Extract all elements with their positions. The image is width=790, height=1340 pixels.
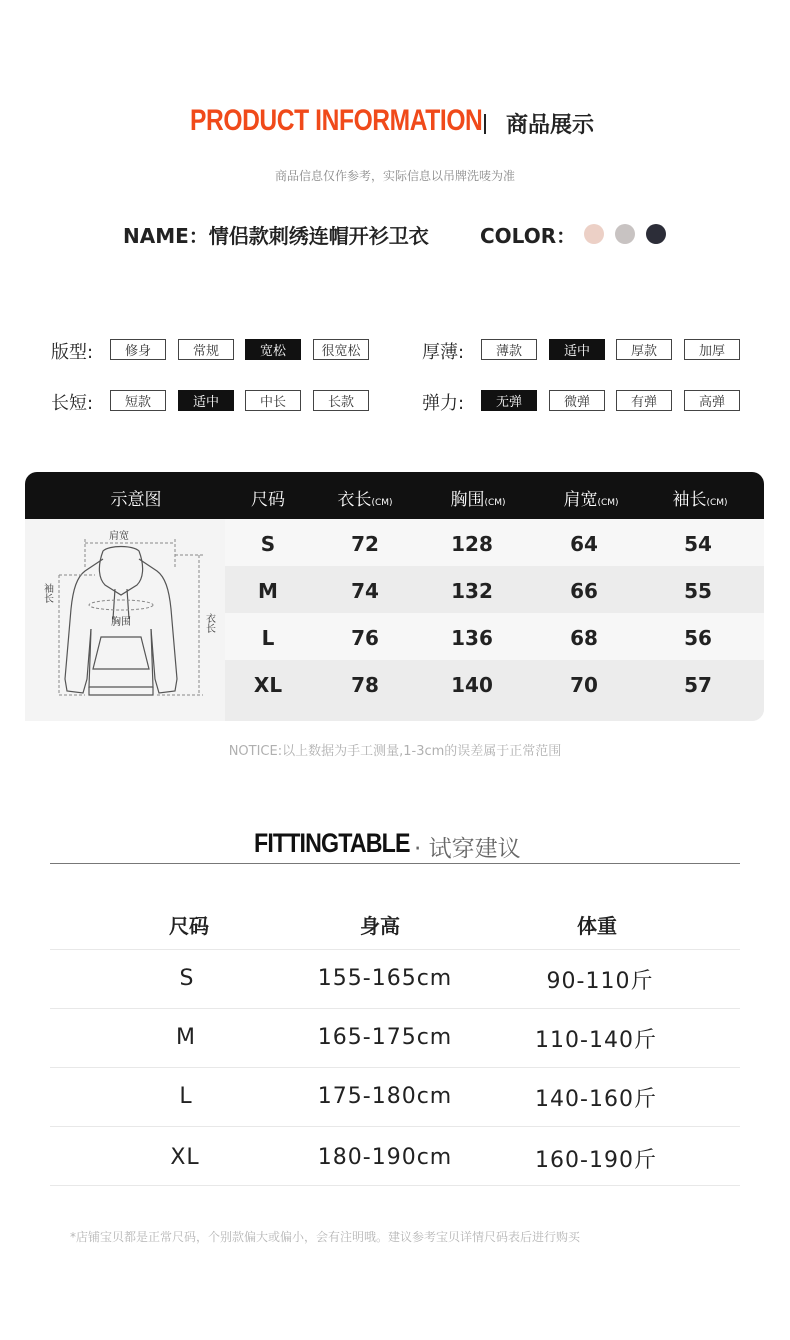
fitting-divider bbox=[50, 863, 740, 864]
cell-shoulder: 68 bbox=[570, 626, 598, 650]
cell-length: 72 bbox=[351, 532, 379, 556]
fit-option-3: 很宽松 bbox=[313, 339, 369, 360]
cell-shoulder: 66 bbox=[570, 579, 598, 603]
fitting-cell-height: 165-175cm bbox=[317, 1025, 453, 1050]
fitting-rule bbox=[50, 1008, 740, 1009]
hoodie-diagram bbox=[25, 519, 225, 721]
fit-option-2: 宽松 bbox=[245, 339, 301, 360]
thickness-option-0: 薄款 bbox=[481, 339, 537, 360]
diagram-label-length: 衣长 bbox=[203, 613, 215, 633]
fitting-cell-height: 155-165cm bbox=[317, 966, 453, 991]
thickness-option-2: 厚款 bbox=[616, 339, 672, 360]
thickness-option-1: 适中 bbox=[549, 339, 605, 360]
fitting-cell-size: XL bbox=[170, 1145, 200, 1170]
length-option-0: 短款 bbox=[110, 390, 166, 411]
color-swatch-pink[interactable] bbox=[584, 224, 604, 244]
fitting-cell-height: 180-190cm bbox=[317, 1145, 453, 1170]
cell-length: 78 bbox=[351, 673, 379, 697]
elasticity-option-1: 微弹 bbox=[549, 390, 605, 411]
fit-option-1: 常规 bbox=[178, 339, 234, 360]
fitting-rule bbox=[50, 949, 740, 950]
cell-size: M bbox=[258, 579, 278, 603]
elasticity-option-3: 高弹 bbox=[684, 390, 740, 411]
cell-chest: 132 bbox=[451, 579, 493, 603]
fitting-cell-size: S bbox=[179, 966, 195, 991]
info-note: 商品信息仅作参考，实际信息以吊牌洗唛为准 bbox=[274, 169, 515, 183]
cell-length: 76 bbox=[351, 626, 379, 650]
header bbox=[0, 104, 790, 148]
product-name bbox=[123, 220, 429, 249]
fitting-cell-weight: 110-140斤 bbox=[535, 1028, 657, 1053]
header-chest: 胸围(CM) bbox=[450, 490, 506, 510]
measurement-notice: NOTICE:以上数据为手工测量,1-3cm的误差属于正常范围 bbox=[228, 744, 562, 759]
cell-sleeve: 55 bbox=[684, 579, 712, 603]
fitting-cell-weight: 140-160斤 bbox=[535, 1087, 657, 1112]
fitting-cell-height: 175-180cm bbox=[317, 1084, 453, 1109]
footer-note: *店铺宝贝都是正常尺码，个别款偏大或偏小，会有注明哦。建议参考宝贝详情尺码表后进行购买 bbox=[70, 1230, 581, 1244]
fitting-rule bbox=[50, 1126, 740, 1127]
cell-chest: 136 bbox=[451, 626, 493, 650]
cell-size: S bbox=[260, 532, 276, 556]
header-size: 尺码 bbox=[251, 490, 285, 510]
cell-chest: 140 bbox=[451, 673, 493, 697]
header-shoulder: 肩宽(CM) bbox=[563, 490, 619, 510]
name-value: 情侣款刺绣连帽开衫卫衣 bbox=[208, 224, 429, 248]
cell-sleeve: 54 bbox=[684, 532, 712, 556]
color-swatch-navy[interactable] bbox=[646, 224, 666, 244]
name-label: NAME： bbox=[123, 224, 209, 248]
title-divider bbox=[484, 114, 486, 134]
title-cn: 商品展示 bbox=[506, 113, 595, 138]
length-option-1: 适中 bbox=[178, 390, 234, 411]
cell-size: L bbox=[261, 626, 275, 650]
length-label: 长短: bbox=[51, 393, 94, 414]
fitting-cell-weight: 90-110斤 bbox=[546, 969, 654, 994]
fitting-cell-size: M bbox=[176, 1025, 196, 1050]
thickness-label: 厚薄: bbox=[422, 342, 465, 363]
fitting-header-weight: 体重 bbox=[577, 914, 617, 938]
elasticity-option-2: 有弹 bbox=[616, 390, 672, 411]
cell-chest: 128 bbox=[451, 532, 493, 556]
fitting-title-en: FITTINGTABLE bbox=[254, 828, 410, 858]
fitting-cell-weight: 160-190斤 bbox=[535, 1148, 657, 1173]
title-en: PRODUCT INFORMATION bbox=[190, 104, 483, 137]
diagram-label-shoulder: 肩宽 bbox=[109, 531, 129, 542]
header-length: 衣长(CM) bbox=[337, 490, 393, 510]
diagram-label-sleeve: 袖长 bbox=[41, 583, 53, 603]
thickness-option-3: 加厚 bbox=[684, 339, 740, 360]
cell-sleeve: 56 bbox=[684, 626, 712, 650]
cell-shoulder: 70 bbox=[570, 673, 598, 697]
color-label: COLOR： bbox=[480, 224, 577, 248]
size-table-header bbox=[25, 472, 764, 519]
fitting-title-cn: · 试穿建议 bbox=[414, 836, 521, 862]
cell-sleeve: 57 bbox=[684, 673, 712, 697]
fitting-cell-size: L bbox=[179, 1084, 193, 1109]
fitting-rule bbox=[50, 1185, 740, 1186]
fitting-header-size: 尺码 bbox=[169, 914, 209, 938]
fitting-rule bbox=[50, 1067, 740, 1068]
diagram-label-chest: 胸围 bbox=[111, 617, 131, 628]
elasticity-option-0: 无弹 bbox=[481, 390, 537, 411]
cell-shoulder: 64 bbox=[570, 532, 598, 556]
header-diagram: 示意图 bbox=[110, 490, 162, 510]
fitting-title bbox=[254, 828, 521, 862]
length-option-2: 中长 bbox=[245, 390, 301, 411]
fit-label: 版型: bbox=[51, 342, 94, 363]
header-sleeve: 袖长(CM) bbox=[672, 490, 728, 510]
cell-size: XL bbox=[253, 673, 283, 697]
elasticity-label: 弹力: bbox=[422, 393, 465, 414]
fit-option-0: 修身 bbox=[110, 339, 166, 360]
fitting-header-height: 身高 bbox=[360, 914, 400, 938]
color-swatch-grey[interactable] bbox=[615, 224, 635, 244]
cell-length: 74 bbox=[351, 579, 379, 603]
length-option-3: 长款 bbox=[313, 390, 369, 411]
